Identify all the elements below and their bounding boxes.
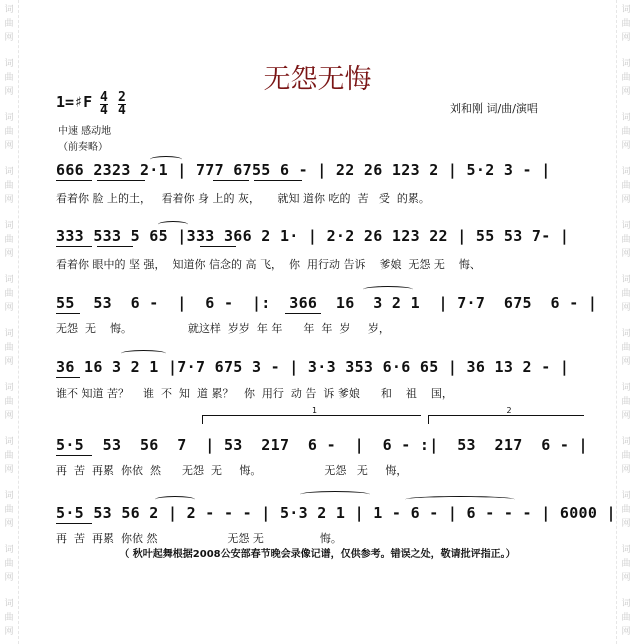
volta-bracket-2	[428, 406, 584, 424]
beam-underline	[56, 377, 80, 378]
lyrics-line-4: 谁不 知道 苦？ 谁 不 知 道 累？ 你 用行 动 告 诉 爹娘 和 祖 国，	[56, 387, 453, 400]
watermark-char: 曲	[4, 181, 14, 191]
watermark-char: 曲	[621, 181, 631, 191]
watermark-char: 网	[621, 141, 631, 151]
song-title: 无怨无悔	[263, 64, 372, 95]
watermark-char: 网	[621, 249, 631, 259]
watermark-char: 网	[4, 87, 14, 97]
watermark-char: 词	[621, 545, 631, 555]
watermark-char: 网	[621, 411, 631, 421]
tempo-marking: 中速 感动地	[58, 126, 112, 137]
beam-underline	[56, 313, 80, 314]
time-signature-denominator: 4	[100, 103, 108, 118]
watermark-char: 词	[4, 221, 14, 231]
watermark-char: 词	[621, 113, 631, 123]
transcription-note: （ 秋叶起舞根据2008公安部春节晚会录像记谱，仅供参考。错误之处，敬请批评指正。）	[119, 549, 516, 560]
beam-underline	[56, 180, 92, 181]
watermark-char: 网	[621, 627, 631, 637]
watermark-char: 曲	[621, 505, 631, 515]
watermark-char: 词	[621, 59, 631, 69]
watermark-char: 词	[621, 221, 631, 231]
watermark-char: 网	[621, 33, 631, 43]
beam-underline	[97, 246, 133, 247]
watermark-char: 网	[621, 465, 631, 475]
watermark-char: 词	[621, 437, 631, 447]
watermark-char: 曲	[621, 613, 631, 623]
watermark-char: 曲	[621, 19, 631, 29]
watermark-char: 词	[621, 329, 631, 339]
watermark-char: 曲	[621, 451, 631, 461]
watermark-char: 词	[621, 5, 631, 15]
time-signature-denominator: 4	[118, 103, 126, 118]
key-signature: 1=♯F	[56, 93, 93, 111]
watermark-char: 词	[4, 329, 14, 339]
watermark-char: 曲	[4, 73, 14, 83]
watermark-char: 词	[4, 437, 14, 447]
credit-line: 刘和刚 词/曲/演唱	[450, 102, 538, 115]
notation-line-5: 5·5 53 56 7 | 53 217 6 - | 6 - :| 53 217 6 - |	[56, 436, 588, 454]
time-signature-numerator: 2	[118, 90, 126, 105]
watermark-char: 曲	[4, 235, 14, 245]
watermark-char: 网	[4, 411, 14, 421]
watermark-char: 词	[4, 545, 14, 555]
slur-arc	[155, 496, 195, 503]
watermark-char: 词	[4, 491, 14, 501]
watermark-char: 曲	[4, 613, 14, 623]
watermark-char: 词	[4, 383, 14, 393]
watermark-char: 曲	[4, 19, 14, 29]
beam-underline	[254, 180, 302, 181]
time-signature-4-4	[100, 92, 108, 117]
watermark-char: 曲	[621, 73, 631, 83]
watermark-char: 网	[621, 357, 631, 367]
watermark-char: 词	[4, 5, 14, 15]
watermark-char: 网	[621, 195, 631, 205]
watermark-char: 词	[4, 275, 14, 285]
notation-line-1: 666 2323 2·1 | 777 6755 6 - | 22 26 123 2 | 5·2 3 - |	[56, 161, 551, 179]
volta-number: 2	[506, 406, 512, 415]
watermark-char: 曲	[4, 127, 14, 137]
watermark-char: 曲	[621, 397, 631, 407]
watermark-char: 词	[4, 59, 14, 69]
slur-arc	[121, 350, 166, 357]
watermark-char: 网	[4, 33, 14, 43]
watermark-char: 词	[621, 599, 631, 609]
lyrics-line-2: 看着你 眼中的 坚 强， 知道你 信念的 高 飞， 你 用行动 告诉 爹娘 无怨 无 悔、	[56, 258, 481, 271]
watermark-char: 网	[4, 357, 14, 367]
notation-line-2: 333 533 5 65 |333 366 2 1· | 2·2 26 123 22 | 55 53 7- |	[56, 227, 570, 245]
lyrics-line-1: 看着你 脸 上的土， 看着你 身 上的 灰， 就知 道你 吃的 苦 受 的累。	[56, 192, 430, 205]
watermark-char: 曲	[621, 289, 631, 299]
watermark-char: 网	[4, 141, 14, 151]
watermark-char: 网	[621, 87, 631, 97]
watermark-char: 词	[4, 599, 14, 609]
watermark-char: 词	[4, 167, 14, 177]
beam-underline	[56, 455, 92, 456]
beam-underline	[213, 180, 249, 181]
slur-arc	[300, 491, 370, 498]
watermark-char: 曲	[4, 289, 14, 299]
watermark-char: 曲	[4, 343, 14, 353]
watermark-char: 网	[621, 573, 631, 583]
beam-underline	[200, 246, 236, 247]
slur-arc	[405, 496, 515, 503]
watermark-char: 网	[4, 303, 14, 313]
watermark-char: 网	[621, 519, 631, 529]
intro-note: （前奏略）	[58, 142, 108, 153]
notation-line-4: 36 16 3 2 1 |7·7 675 3 - | 3·3 353 6·6 65 | 36 13 2 - |	[56, 358, 570, 376]
watermark-char: 曲	[621, 127, 631, 137]
watermark-char: 网	[4, 519, 14, 529]
watermark-char: 词	[621, 167, 631, 177]
lyrics-line-6: 再 苦 再累 你依 然 无怨 无 悔。	[56, 532, 342, 545]
watermark-char: 词	[4, 113, 14, 123]
slur-arc	[363, 286, 413, 293]
watermark-char: 网	[4, 465, 14, 475]
watermark-char: 网	[4, 249, 14, 259]
watermark-char: 曲	[4, 559, 14, 569]
watermark-char: 网	[4, 627, 14, 637]
watermark-char: 网	[4, 195, 14, 205]
time-signature-2-4	[118, 92, 126, 117]
lyrics-line-3: 无怨 无 悔。 就这样 岁岁 年 年 年 年 岁 岁，	[56, 322, 390, 335]
watermark-char: 曲	[621, 235, 631, 245]
watermark-char: 词	[621, 491, 631, 501]
notation-line-6: 5·5 53 56 2 | 2 - - - | 5·3 2 1 | 1 - 6 - | 6 - - - | 6000 |	[56, 504, 616, 522]
watermark-char: 词	[621, 275, 631, 285]
slur-arc	[150, 156, 182, 163]
time-signature-numerator: 4	[100, 90, 108, 105]
watermark-char: 曲	[4, 397, 14, 407]
volta-number: 1	[312, 406, 318, 415]
beam-underline	[97, 180, 145, 181]
volta-bracket-1	[202, 406, 421, 424]
watermark-char: 词	[621, 383, 631, 393]
watermark-char: 曲	[621, 343, 631, 353]
slur-arc	[158, 221, 188, 228]
watermark-char: 网	[4, 573, 14, 583]
watermark-char: 曲	[621, 559, 631, 569]
watermark-char: 曲	[4, 505, 14, 515]
watermark-char: 曲	[4, 451, 14, 461]
lyrics-line-5: 再 苦 再累 你依 然 无怨 无 悔。 无怨 无 悔，	[56, 464, 408, 477]
beam-underline	[285, 313, 321, 314]
beam-underline	[56, 246, 92, 247]
notation-line-3: 55 53 6 - | 6 - |: 366 16 3 2 1 | 7·7 675 6 - |	[56, 294, 598, 312]
beam-underline	[56, 523, 92, 524]
watermark-char: 网	[621, 303, 631, 313]
